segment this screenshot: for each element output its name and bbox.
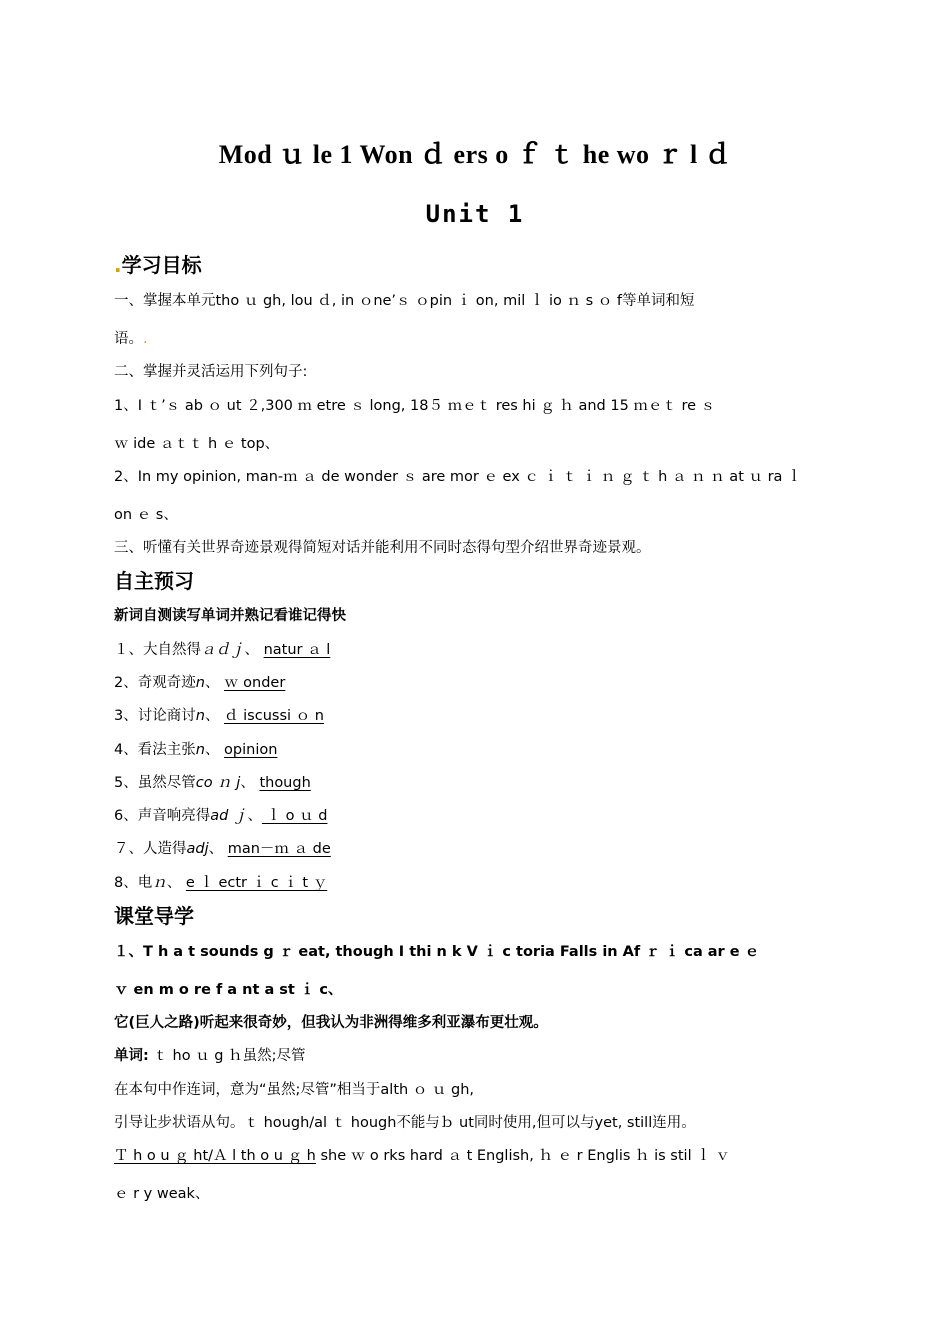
vocab-cn: 讨论商讨	[137, 708, 196, 724]
vocab-cn: 虽然尽管	[137, 775, 196, 791]
unit-title: Unit 1	[425, 200, 525, 228]
goal-line: 三、听懂有关世界奇迹景观得简短对话并能利用不同时态得句型介绍世界奇迹景观。	[114, 540, 651, 556]
section-heading-preview: 自主预习	[114, 569, 194, 593]
word-label: 单词:	[114, 1048, 149, 1064]
vocab-item	[114, 673, 844, 693]
vocab-cn: 电	[137, 875, 153, 891]
vocab-item	[114, 873, 844, 893]
word-note	[114, 1046, 844, 1066]
vocab-answer: e ｌ ectr ｉ c ｉ t ｙ	[185, 875, 328, 891]
example-sentence-cont: ｅ r y weak、	[114, 1186, 210, 1202]
sentence-translation: 它(巨人之路)听起来很奇妙，但我认为非洲得维多利亚瀑布更壮观。	[114, 1015, 548, 1031]
goal-line: on ｅ s、	[114, 507, 178, 523]
vocab-num: １、	[114, 642, 143, 658]
usage-note: 引导让步状语从句。ｔ hough/al ｔ hough不能与ｂ ut同时使用,但可以与yet, still连用。	[114, 1115, 696, 1131]
vocab-answer: natur ａ l	[263, 642, 331, 658]
word-text: ｔ ho ｕ g ｈ虽然;尽管	[148, 1048, 306, 1064]
preview-subheading: 新词自测读写单词并熟记看谁记得快	[114, 608, 346, 624]
vocab-cn: 大自然得	[143, 642, 201, 658]
vocab-cn: 奇观奇迹	[137, 675, 196, 691]
goal-line: ｗ ide ａｔｔ h ｅ top、	[114, 436, 280, 452]
vocab-item	[114, 706, 844, 726]
vocab-pos: ａｄｊ	[201, 642, 245, 658]
vocab-pos: adj	[186, 841, 209, 857]
vocab-pos: co ｎ j	[195, 775, 241, 791]
key-sentence-cont: ｖ en m o re f a nt a st ｉ c、	[114, 982, 343, 998]
goal-line: 二、掌握并灵活运用下列句子:	[114, 364, 308, 380]
vocab-answer: opinion	[224, 742, 278, 758]
vocab-item	[114, 740, 844, 760]
vocab-num: ７、	[114, 841, 143, 857]
vocab-num: 2、	[114, 675, 138, 691]
goal-line: 一、掌握本单元tho ｕ gh, lou ｄ, in ｏne’ｓ ｏpin ｉ on, mil ｌ io ｎ s ｏ f等单词和短	[114, 293, 695, 309]
goal-line	[114, 329, 844, 349]
vocab-num: 3、	[114, 708, 138, 724]
vocab-item	[114, 773, 844, 793]
heading-text: 学习目标	[121, 253, 202, 277]
vocab-cn: 声音响亮得	[137, 808, 211, 824]
vocab-pos: ｎ	[152, 875, 167, 891]
vocab-item	[114, 806, 844, 826]
bullet-dot: .	[114, 253, 122, 277]
vocab-sep: 、	[166, 875, 186, 891]
vocab-answer: ｄ iscussi ｏ n	[224, 708, 324, 724]
vocab-sep: 、	[244, 642, 264, 658]
example-text: she ｗ o rks hard ａ t English, ｈ ｅ r Englis ｈ is stil ｌ ｖ	[315, 1148, 730, 1164]
section-heading-guide: 课堂导学	[114, 904, 194, 928]
goal-line: 1、I ｔ’ｓ ab ｏ ut ２,300 ｍ etre ｓ long, 18５ ｍｅｔ res hi ｇ ｈ and 15 ｍｅｔ re ｓ	[114, 398, 716, 414]
vocab-num: 4、	[114, 742, 138, 758]
vocab-num: 5、	[114, 775, 138, 791]
vocab-answer: ｌ o ｕ d	[261, 808, 328, 824]
vocab-pos: n	[195, 708, 205, 724]
vocab-num: 6、	[114, 808, 138, 824]
vocab-cn: 人造得	[143, 841, 187, 857]
vocab-sep: 、	[240, 775, 260, 791]
goal-line: 2、In my opinion, man-ｍ ａ de wonder ｓ are mor ｅ ex ｃ ｉ ｔ ｉ ｎ ｇ ｔ h ａ ｎ ｎ at ｕ ra ｌ	[114, 469, 802, 485]
example-sentence	[114, 1146, 844, 1166]
vocab-item	[114, 839, 844, 859]
key-sentence: １、T h a t sounds g ｒ eat, though I thi n k V ｉ c toria Falls in Af ｒ ｉ ca ar e ｅ	[114, 944, 760, 960]
vocab-sep: 、	[204, 708, 225, 724]
vocab-pos: n	[195, 742, 205, 758]
vocab-sep: 、	[204, 675, 225, 691]
usage-note: 在本句中作连词，意为“虽然;尽管”相当于alth ｏ ｕ gh,	[114, 1082, 475, 1098]
vocab-pos: n	[195, 675, 205, 691]
vocab-answer: ｗ onder	[224, 675, 286, 691]
vocab-answer: man－ｍ ａ de	[227, 841, 331, 857]
vocab-sep: 、	[247, 808, 262, 824]
vocab-answer: though	[259, 775, 311, 791]
vocab-item	[114, 640, 844, 660]
vocab-sep: 、	[204, 742, 225, 758]
vocab-sep: 、	[208, 841, 228, 857]
module-title: Mod ｕ le 1 Won ｄ ers o ｆ ｔ he wo ｒ l ｄ	[218, 140, 732, 169]
goal-text: 语。	[114, 331, 143, 347]
section-heading-goals	[114, 252, 844, 278]
bullet-dot: .	[143, 331, 148, 347]
vocab-cn: 看法主张	[137, 742, 196, 758]
vocab-num: 8、	[114, 875, 138, 891]
example-underlined: Ｔ h o u ｇ ht/Ａ l th o u ｇ h	[114, 1148, 316, 1164]
vocab-pos: ad ｊ	[210, 808, 248, 824]
